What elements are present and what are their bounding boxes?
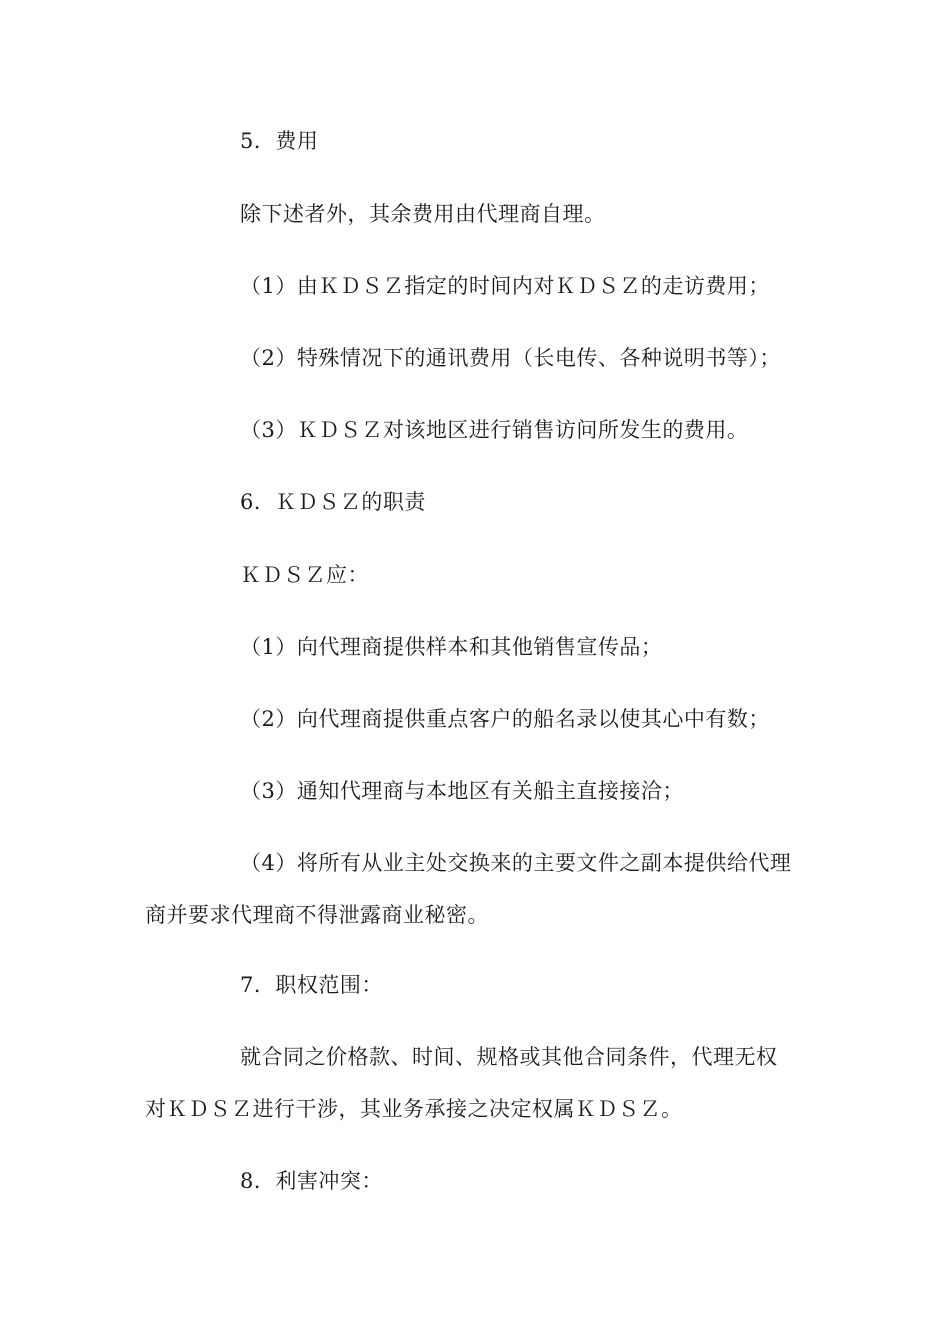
list-item: （2）特殊情况下的通讯费用（长电传、各种说明书等）； xyxy=(240,346,781,370)
list-item: （2）向代理商提供重点客户的船名录以使其心中有数； xyxy=(240,707,770,731)
list-item: （1）向代理商提供样本和其他销售宣传品； xyxy=(240,635,663,659)
section-heading-5: 5．费用 xyxy=(240,129,319,153)
section-heading-7: 7．职权范围： xyxy=(240,973,383,997)
section-heading-6: 6．ＫＤＳＺ的职责 xyxy=(240,490,426,514)
list-item-continuation: 商并要求代理商不得泄露商业秘密。 xyxy=(145,903,489,927)
list-item: （1）由ＫＤＳＺ指定的时间内对ＫＤＳＺ的走访费用； xyxy=(240,274,770,298)
paragraph-line-continuation: 对ＫＤＳＺ进行干涉，其业务承接之决定权属ＫＤＳＺ。 xyxy=(145,1097,683,1121)
section-heading-8: 8．利害冲突： xyxy=(240,1169,383,1193)
list-item: （3）ＫＤＳＺ对该地区进行销售访问所发生的费用。 xyxy=(240,418,749,442)
list-item: （4）将所有从业主处交换来的主要文件之副本提供给代理 xyxy=(240,851,792,875)
list-item: （3）通知代理商与本地区有关船主直接接洽； xyxy=(240,779,684,803)
paragraph-line: 就合同之价格款、时间、规格或其他合同条件，代理无权 xyxy=(240,1045,778,1069)
paragraph-line: 除下述者外，其余费用由代理商自理。 xyxy=(240,202,606,226)
paragraph-line: ＫＤＳＺ应： xyxy=(240,563,369,587)
